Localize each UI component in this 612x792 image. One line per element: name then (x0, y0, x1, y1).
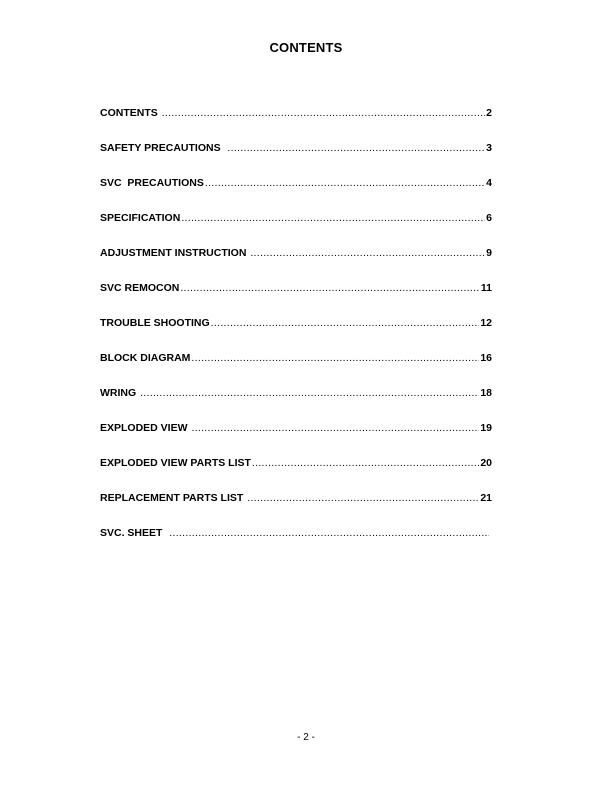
toc-entry-page: 20 (480, 457, 492, 469)
toc-dot-leader (247, 492, 479, 504)
toc-entry-page: 9 (486, 247, 492, 259)
toc-entry-label: TROUBLE SHOOTING (100, 317, 210, 329)
toc-entry-page: 11 (480, 282, 492, 294)
toc-entry-page: 4 (486, 177, 492, 189)
toc-entry-exploded-view-parts-list[interactable] (100, 457, 492, 492)
toc-entry-label: WRING (100, 387, 140, 399)
toc-entry-adjustment-instruction[interactable] (100, 247, 492, 282)
toc-entry-safety-precautions[interactable] (100, 142, 492, 177)
toc-entry-page: 12 (480, 317, 492, 329)
toc-entry-page: 21 (480, 492, 492, 504)
toc-entry-svc-sheet[interactable] (100, 527, 492, 562)
toc-dot-leader (169, 527, 489, 539)
toc-dot-leader (252, 457, 479, 469)
toc-entry-page: 2 (486, 107, 492, 119)
toc-dot-leader (191, 352, 479, 364)
toc-entry-specification[interactable] (100, 212, 492, 247)
toc-entry-label: EXPLODED VIEW (100, 422, 191, 434)
toc-entry-block-diagram[interactable] (100, 352, 492, 387)
toc-entry-replacement-parts-list[interactable] (100, 492, 492, 527)
toc-entry-page: 18 (480, 387, 492, 399)
toc-entry-page: 3 (486, 142, 492, 154)
toc-entry-label: REPLACEMENT PARTS LIST (100, 492, 247, 504)
toc-entry-page: 16 (480, 352, 492, 364)
toc-dot-leader (140, 387, 479, 399)
toc-dot-leader (227, 142, 485, 154)
toc-entry-label: SVC REMOCON (100, 282, 180, 294)
toc-entry-label: BLOCK DIAGRAM (100, 352, 191, 364)
toc-dot-leader (180, 282, 480, 294)
toc-entry-label: CONTENTS (100, 107, 161, 119)
table-of-contents (100, 107, 492, 562)
toc-entry-label: SVC. SHEET (100, 527, 169, 539)
toc-entry-label: ADJUSTMENT INSTRUCTION (100, 247, 250, 259)
toc-entry-label: EXPLODED VIEW PARTS LIST (100, 457, 251, 469)
toc-entry-label: SPECIFICATION (100, 212, 181, 224)
toc-dot-leader (250, 247, 485, 259)
toc-entry-page: 19 (480, 422, 492, 434)
toc-entry-svc-remocon[interactable] (100, 282, 492, 317)
page-title: CONTENTS (269, 40, 343, 55)
toc-entry-wring[interactable] (100, 387, 492, 422)
toc-entry-svc-precautions[interactable] (100, 177, 492, 212)
toc-entry-label: SVC PRECAUTIONS (100, 177, 204, 189)
toc-entry-contents[interactable] (100, 107, 492, 142)
toc-entry-page: 6 (486, 212, 492, 224)
toc-entry-trouble-shooting[interactable] (100, 317, 492, 352)
toc-dot-leader (191, 422, 479, 434)
toc-entry-exploded-view[interactable] (100, 422, 492, 457)
page-number: - 2 - (297, 732, 315, 743)
toc-dot-leader (181, 212, 485, 224)
toc-dot-leader (162, 107, 485, 119)
toc-dot-leader (205, 177, 485, 189)
toc-dot-leader (211, 317, 480, 329)
toc-entry-label: SAFETY PRECAUTIONS (100, 142, 227, 154)
